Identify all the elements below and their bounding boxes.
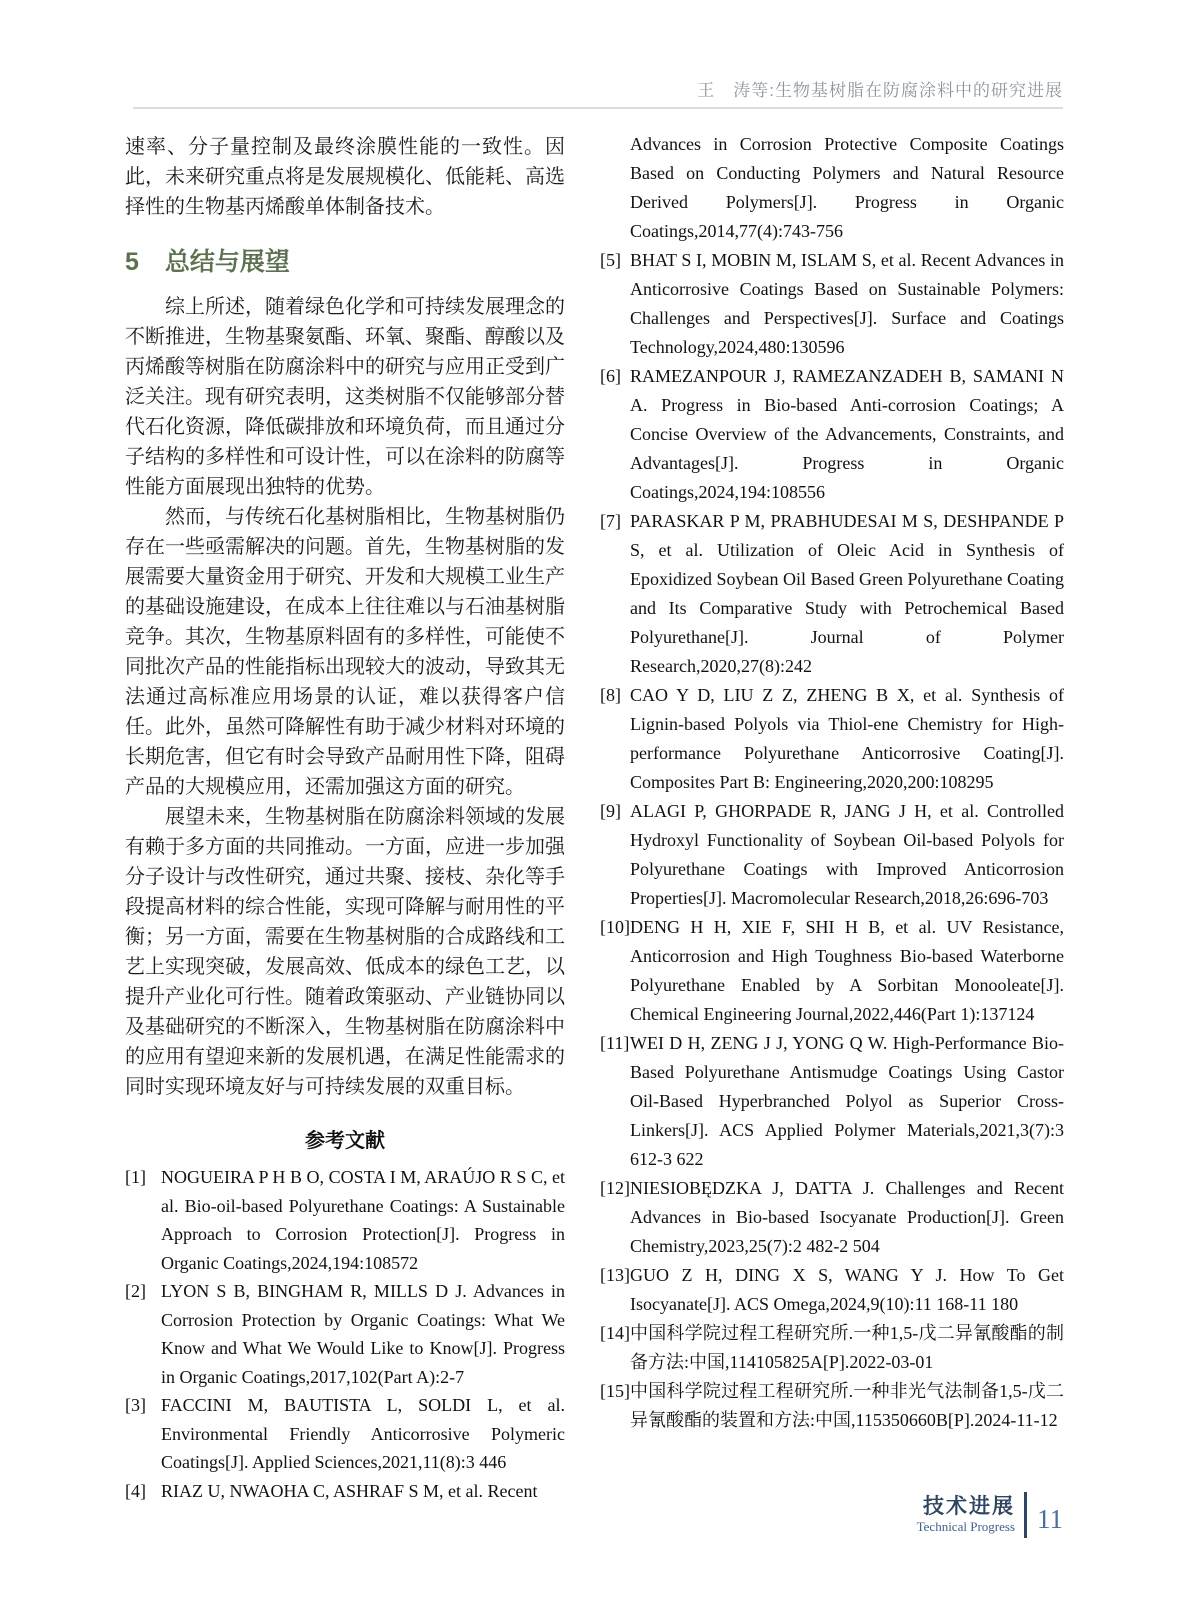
- reference-label: [1]: [125, 1167, 146, 1187]
- running-header-title: 王 涛等:生物基树脂在防腐涂料中的研究进展: [697, 81, 1063, 100]
- reference-text: CAO Y D, LIU Z Z, ZHENG B X, et al. Synthesis of Lignin-based Polyols via Thiol-ene Chemistry for High-performance Polyurethane Anticorrosive Coating[J]. Composites Part B: Engineering,2020,200:108295: [630, 685, 1064, 792]
- reference-item: [600, 362, 1064, 507]
- reference-list-left: [125, 1163, 565, 1505]
- reference-text: LYON S B, BINGHAM R, MILLS D J. Advances in Corrosion Protection by Organic Coatings: What We Know and What We Would Like to Know[J]. Progress in Organic Coatings,2017,102(Part A):2-7: [161, 1281, 565, 1387]
- reference-item: [600, 797, 1064, 913]
- reference-label: [9]: [600, 801, 621, 821]
- reference-text: WEI D H, ZENG J J, YONG Q W. High-Performance Bio-Based Polyurethane Antismudge Coatings Using Castor Oil-Based Hyperbranched Polyol as Superior Cross-Linkers[J]. ACS Applied Polymer Materials,2021,3(7):3 612-3 622: [630, 1033, 1064, 1169]
- footer-section-label-en: Technical Progress: [916, 1519, 1015, 1534]
- footer-section-label-zh: 技术进展: [923, 1495, 1015, 1518]
- reference-item: [600, 913, 1064, 1029]
- reference-label: [11]: [600, 1033, 630, 1053]
- reference-text: DENG H H, XIE F, SHI H B, et al. UV Resistance, Anticorrosion and High Toughness Bio-based Waterborne Polyurethane Enabled by A Sorbitan Monooleate[J]. Chemical Engineering Journal,2022,446(Part 1):137124: [630, 917, 1064, 1024]
- reference-text: RAMEZANPOUR J, RAMEZANZADEH B, SAMANI N A. Progress in Bio-based Anti-corrosion Coatings; A Concise Overview of the Advancements, Constraints, and Advantages[J]. Progress in Organic Coatings,2024,194:108556: [630, 366, 1064, 502]
- reference-label: [7]: [600, 511, 621, 531]
- references-heading: 参考文献: [305, 1130, 385, 1152]
- body-paragraph: 速率、分子量控制及最终涂膜性能的一致性。因此，未来研究重点将是发展规模化、低能耗、高选择性的生物基丙烯酸单体制备技术。: [125, 136, 565, 218]
- footer-divider: [1024, 1492, 1027, 1538]
- reference-item: [600, 1377, 1064, 1435]
- reference-text: FACCINI M, BAUTISTA L, SOLDI L, et al. Environmental Friendly Anticorrosive Polymeric Coatings[J]. Applied Sciences,2021,11(8):3 446: [161, 1395, 565, 1472]
- reference-label: [5]: [600, 250, 621, 270]
- page-footer: [917, 1492, 1063, 1538]
- reference-text: RIAZ U, NWAOHA C, ASHRAF S M, et al. Recent: [161, 1480, 538, 1501]
- reference-text: NOGUEIRA P H B O, COSTA I M, ARAÚJO R S C, et al. Bio-oil-based Polyurethane Coatings: A Sustainable Approach to Corrosion Protection[J]. Progress in Organic Coatings,2024,194:108572: [161, 1167, 565, 1273]
- reference-label: [12]: [600, 1178, 630, 1198]
- reference-item: [600, 1174, 1064, 1261]
- page-number: 11: [1037, 1503, 1063, 1534]
- reference-label: [10]: [600, 917, 630, 937]
- reference-label: [15]: [600, 1381, 630, 1401]
- reference-text: GUO Z H, DING X S, WANG Y J. How To Get Isocyanate[J]. ACS Omega,2024,9(10):11 168-11 180: [630, 1265, 1064, 1314]
- reference-label: [2]: [125, 1281, 146, 1301]
- reference-item: [600, 246, 1064, 362]
- reference-item: [125, 1391, 565, 1477]
- reference-item: [600, 681, 1064, 797]
- footer-section-labels: [917, 1495, 1015, 1535]
- section-heading: [125, 242, 565, 278]
- reference-item: [600, 1029, 1064, 1174]
- body-paragraph: 然而，与传统石化基树脂相比，生物基树脂仍存在一些亟需解决的问题。首先，生物基树脂的发展需要大量资金用于研究、开发和大规模工业生产的基础设施建设，在成本上往往难以与石油基树脂竞争。其次，生物基原料固有的多样性，可能使不同批次产品的性能指标出现较大的波动，导致其无法通过高标准应用场景的认证，难以获得客户信任。此外，虽然可降解性有助于减少材料对环境的长期危害，但它有时会导致产品耐用性下降，阻碍产品的大规模应用，还需加强这方面的研究。: [125, 506, 565, 798]
- reference-text: ALAGI P, GHORPADE R, JANG J H, et al. Controlled Hydroxyl Functionality of Soybean Oil-based Polyols for Polyurethane Coatings with Improved Anticorrosion Properties[J]. Macromolecular Research,2018,26:696-703: [630, 801, 1064, 908]
- reference-label: [14]: [600, 1323, 630, 1343]
- section-title: 总结与展望: [164, 248, 290, 276]
- reference-continuation: [600, 130, 1064, 246]
- reference-text: NIESIOBĘDZKA J, DATTA J. Challenges and Recent Advances in Bio-based Isocyanate Production[J]. Green Chemistry,2023,25(7):2 482-2 504: [630, 1178, 1064, 1256]
- reference-label: [13]: [600, 1265, 630, 1285]
- reference-item: [125, 1163, 565, 1277]
- reference-item: [600, 1319, 1064, 1377]
- body-paragraph: 综上所述，随着绿色化学和可持续发展理念的不断推进，生物基聚氨酯、环氧、聚酯、醇酸以及丙烯酸等树脂在防腐涂料中的研究与应用正受到广泛关注。现有研究表明，这类树脂不仅能够部分替代石化资源，降低碳排放和环境负荷，而且通过分子结构的多样性和可设计性，可以在涂料的防腐等性能方面展现出独特的优势。: [125, 296, 565, 498]
- reference-label: [4]: [125, 1480, 146, 1501]
- reference-item: [125, 1477, 565, 1506]
- reference-item: [600, 507, 1064, 681]
- body-paragraph: 展望未来，生物基树脂在防腐涂料领域的发展有赖于多方面的共同推动。一方面，应进一步加强分子设计与改性研究，通过共聚、接枝、杂化等手段提高材料的综合性能，实现可降解与耐用性的平衡；另一方面，需要在生物基树脂的合成路线和工艺上实现突破，发展高效、低成本的绿色工艺，以提升产业化可行性。随着政策驱动、产业链协同以及基础研究的不断深入，生物基树脂在防腐涂料中的应用有望迎来新的发展机遇，在满足性能需求的同时实现环境友好与可持续发展的双重目标。: [125, 806, 565, 1098]
- header-rule: [133, 107, 1063, 109]
- reference-label: [6]: [600, 366, 621, 386]
- reference-text: PARASKAR P M, PRABHUDESAI M S, DESHPANDE P S, et al. Utilization of Oleic Acid in Synthesis of Epoxidized Soybean Oil Based Green Polyurethane Coating and Its Comparative Study with Petrochemical Based Polyurethane[J]. Journal of Polymer Research,2020,27(8):242: [630, 511, 1064, 676]
- right-column: [600, 130, 1064, 1435]
- reference-list-right: [600, 246, 1064, 1435]
- reference-text: 中国科学院过程工程研究所.一种1,5-戊二异氰酸酯的制备方法:中国,114105825A[P].2022-03-01: [630, 1323, 1064, 1372]
- reference-label: [8]: [600, 685, 621, 705]
- reference-text: Advances in Corrosion Protective Composite Coatings Based on Conducting Polymers and Natural Resource Derived Polymers[J]. Progress in Organic Coatings,2014,77(4):743-756: [630, 134, 1064, 241]
- reference-item: [125, 1277, 565, 1391]
- reference-text: BHAT S I, MOBIN M, ISLAM S, et al. Recent Advances in Anticorrosive Coatings Based on Sustainable Polymers: Challenges and Perspectives[J]. Surface and Coatings Technology,2024,480:130596: [630, 250, 1064, 357]
- reference-item: [600, 1261, 1064, 1319]
- left-column: [125, 132, 565, 1505]
- reference-text: 中国科学院过程工程研究所.一种非光气法制备1,5-戊二异氰酸酯的装置和方法:中国,115350660B[P].2024-11-12: [630, 1381, 1064, 1430]
- section-number: 5: [125, 248, 139, 276]
- reference-label: [3]: [125, 1395, 146, 1415]
